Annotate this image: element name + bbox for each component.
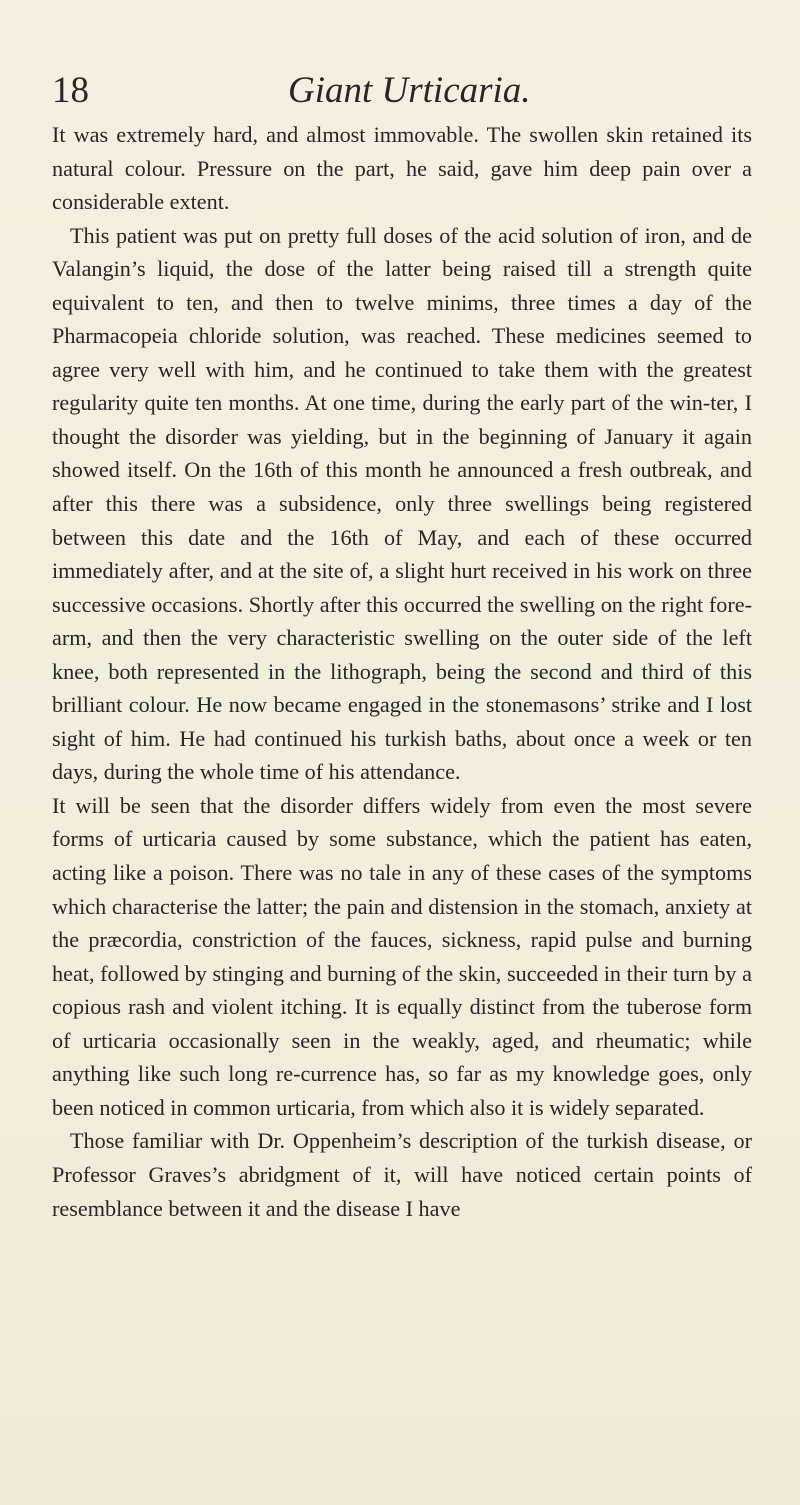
paragraph-2: This patient was put on pretty full doses of the acid solution of iron, and de Valangin’s liquid, the dose of the latter being raised till a strength quite equivalent to ten, and then to twelve minims, three times a day of the Pharmacopeia chloride solution, was reached. These medicines seemed to agree very well with him, and he continued to take them with the greatest regularity quite ten months. At one time, during the early part of the win-ter, I thought the disorder was yielding, but in the beginning of January it again showed itself. On the 16th of this month he announced a fresh outbreak, and after this there was a subsidence, only three swellings being registered between this date and the 16th of May, and each of these occurred immediately after, and at the site of, a slight hurt received in his work on three successive occasions. Shortly after this occurred the swelling on the right fore-arm, and then the very characteristic swelling on the outer side of the left knee, both represented in the lithograph, being the second and third of this brilliant colour. He now became engaged in the stonemasons’ strike and I lost sight of him. He had continued his turkish baths, about once a week or ten days, during the whole time of his attendance.	[52, 222, 752, 785]
paragraph-3: It will be seen that the disorder differs widely from even the most severe forms of urticaria caused by some substance, which the patient has eaten, acting like a poison. There was no tale in any of these cases of the symptoms which characterise the latter; the pain and distension in the stomach, anxiety at the præcordia, constriction of the fauces, sickness, rapid pulse and burning heat, followed by stinging and burning of the skin, succeeded in their turn by a copious rash and violent itching. It is equally distinct from the tuberose form of urticaria occasionally seen in the weakly, aged, and rheumatic; while anything like such long re-currence has, so far as my knowledge goes, only been noticed in common urticaria, from which also it is widely separated.	[52, 792, 752, 1120]
running-title: Giant Urticaria.	[288, 70, 531, 111]
body-text	[52, 118, 752, 1225]
paragraph-4: Those familiar with Dr. Oppenheim’s description of the turkish disease, or Professor Graves’s abridgment of it, will have noticed certain points of resemblance between it and the disease I have	[52, 1128, 752, 1221]
page-header	[52, 66, 752, 116]
page-number: 18	[52, 70, 89, 111]
paragraph-1: It was extremely hard, and almost immovable. The swollen skin retained its natural colour. Pressure on the part, he said, gave him deep pain over a considerable extent.	[52, 122, 752, 215]
